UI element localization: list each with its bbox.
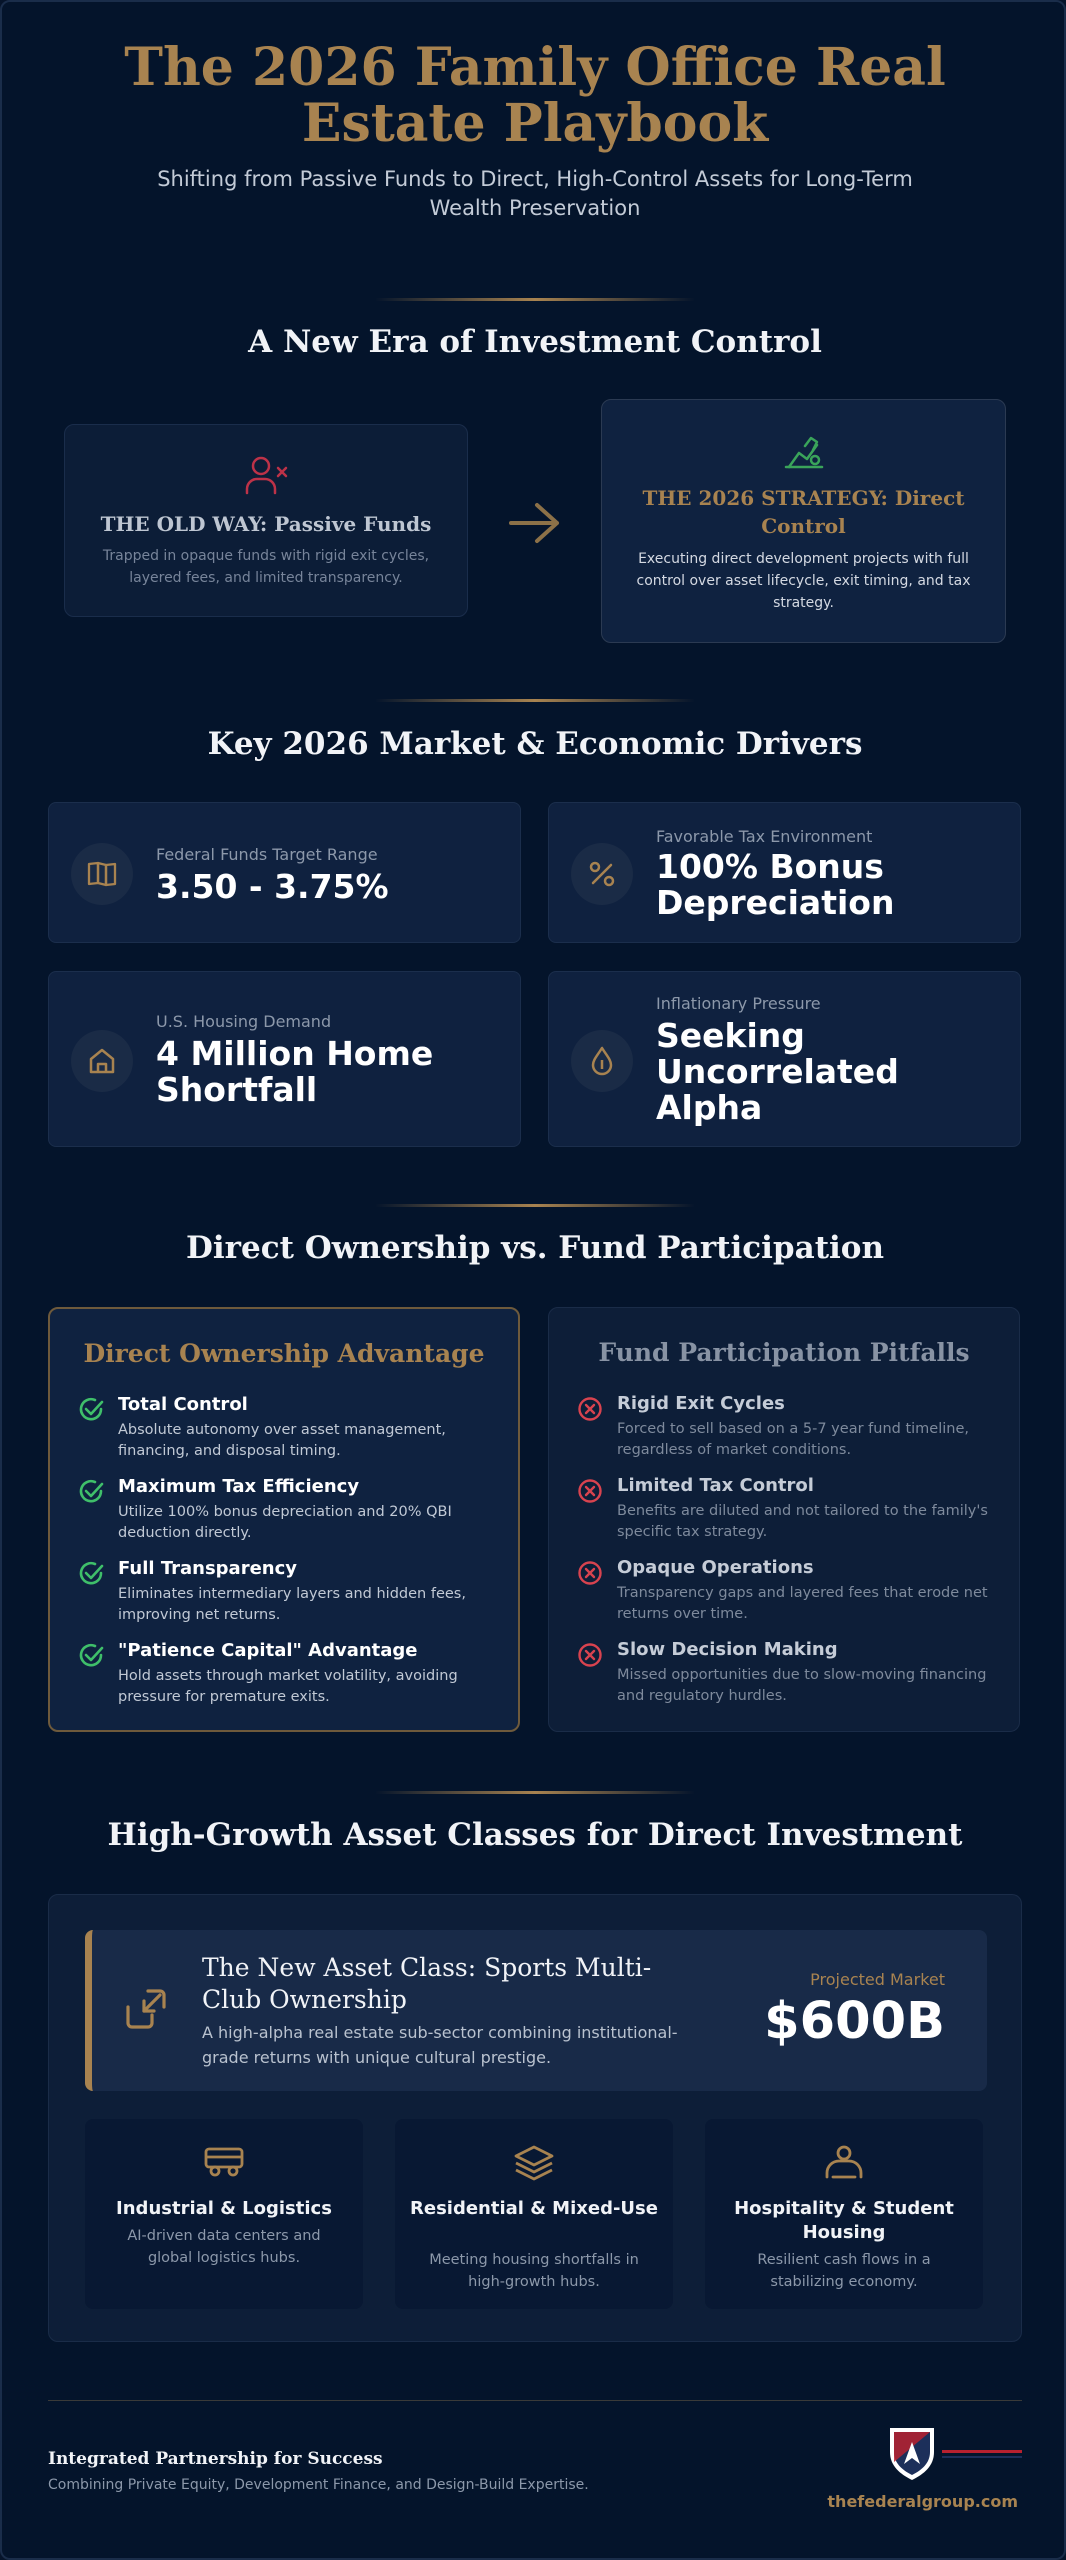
fund-participation-title: Fund Participation Pitfalls [598, 1338, 970, 1367]
section-divider [375, 298, 695, 301]
check-circle-icon [78, 1397, 104, 1427]
footer-subtitle: Combining Private Equity, Development Finance, and Design-Build Expertise. [48, 2477, 589, 2493]
layers-icon [513, 2144, 555, 2186]
arrow-down-left-box-icon [122, 1985, 170, 2037]
driver-label: Favorable Tax Environment [656, 827, 873, 846]
user-x-icon [244, 455, 288, 499]
driver-value: Seeking Uncorrelated Alpha [656, 1016, 899, 1127]
featured-asset-title: The New Asset Class: Sports Multi-Club Ownership [202, 1953, 652, 2014]
driver-label: Inflationary Pressure [656, 994, 821, 1013]
asset-class-card-industrial [85, 2119, 363, 2309]
pitfall-desc: Benefits are diluted and not tailored to the family's specific tax strategy. [617, 1503, 988, 1540]
projected-market-label: Projected Market [810, 1970, 945, 1989]
asset-classes-panel [48, 1894, 1022, 2342]
check-circle-icon [78, 1643, 104, 1673]
book-icon [71, 843, 133, 905]
pitfall-desc: Forced to sell based on a 5-7 year fund timeline, regardless of market conditions. [617, 1421, 969, 1458]
construction-icon [783, 434, 825, 474]
arrow-right-icon [507, 501, 563, 549]
advantage-desc: Utilize 100% bonus depreciation and 20% QBI deduction directly. [118, 1504, 452, 1541]
check-circle-icon [78, 1561, 104, 1591]
asset-class-card-residential [395, 2119, 673, 2309]
footer-website-link[interactable]: thefederalgroup.com [827, 2492, 1018, 2511]
pitfall-desc: Missed opportunities due to slow-moving financing and regulatory hurdles. [617, 1667, 987, 1704]
x-circle-icon [577, 1396, 603, 1426]
page-subtitle: Shifting from Passive Funds to Direct, High-Control Assets for Long-Term Wealth Preservation [157, 167, 913, 220]
direct-ownership-card [48, 1307, 520, 1732]
featured-asset-desc: A high-alpha real estate sub-sector combining institutional-grade returns with unique cultural prestige. [202, 2023, 678, 2067]
advantage-desc: Absolute autonomy over asset management, financing, and disposal timing. [118, 1422, 446, 1459]
advantage-title: "Patience Capital" Advantage [118, 1640, 418, 1661]
section-title-drivers: Key 2026 Market & Economic Drivers [207, 726, 863, 762]
pitfall-title: Slow Decision Making [617, 1639, 838, 1660]
truck-icon [203, 2144, 245, 2182]
new-strategy-card [601, 399, 1006, 643]
old-way-title: THE OLD WAY: Passive Funds [100, 512, 432, 536]
droplet-icon [571, 1030, 633, 1092]
check-circle-icon [78, 1479, 104, 1509]
asset-class-title: Industrial & Logistics [116, 2198, 332, 2219]
new-strategy-title: THE 2026 STRATEGY: Direct Control [642, 486, 965, 538]
page-title: The 2026 Family Office Real Estate Playbook [124, 37, 946, 154]
new-strategy-desc: Executing direct development projects with full control over asset lifecycle, exit timing, and tax strategy. [636, 551, 971, 611]
old-way-card [64, 424, 468, 617]
pitfall-title: Opaque Operations [617, 1557, 814, 1578]
advantage-title: Full Transparency [118, 1558, 298, 1579]
driver-value: 100% Bonus Depreciation [656, 847, 895, 922]
section-title-comparison: Direct Ownership vs. Fund Participation [186, 1230, 884, 1266]
section-title-era: A New Era of Investment Control [248, 324, 822, 360]
advantage-title: Maximum Tax Efficiency [118, 1476, 360, 1497]
driver-label: Federal Funds Target Range [156, 845, 378, 864]
pitfall-title: Limited Tax Control [617, 1475, 814, 1496]
asset-class-desc: Resilient cash flows in a stabilizing economy. [757, 2252, 931, 2290]
pitfall-desc: Transparency gaps and layered fees that erode net returns over time. [617, 1585, 988, 1622]
old-way-desc: Trapped in opaque funds with rigid exit cycles, layered fees, and limited transparency. [102, 548, 430, 586]
pitfall-title: Rigid Exit Cycles [617, 1393, 785, 1414]
asset-class-title: Hospitality & Student Housing [734, 2198, 954, 2243]
asset-class-card-hospitality [705, 2119, 983, 2309]
user-hanger-icon [823, 2144, 865, 2184]
driver-value: 3.50 - 3.75% [156, 867, 389, 906]
section-divider [375, 699, 695, 702]
asset-class-title: Residential & Mixed-Use [410, 2198, 658, 2219]
featured-asset-card [85, 1930, 987, 2091]
advantage-desc: Hold assets through market volatility, avoiding pressure for premature exits. [118, 1668, 458, 1705]
driver-card-fed-funds [48, 802, 521, 943]
driver-card-housing [48, 971, 521, 1147]
x-circle-icon [577, 1560, 603, 1590]
x-circle-icon [577, 1478, 603, 1508]
section-divider [375, 1791, 695, 1794]
asset-class-desc: AI-driven data centers and global logistics hubs. [127, 2228, 321, 2266]
driver-card-tax [548, 802, 1021, 943]
footer-title: Integrated Partnership for Success [48, 2449, 383, 2469]
direct-ownership-title: Direct Ownership Advantage [83, 1339, 485, 1368]
home-icon [71, 1030, 133, 1092]
driver-card-inflation [548, 971, 1021, 1147]
projected-market-value: $600B [764, 1992, 945, 2051]
x-circle-icon [577, 1642, 603, 1672]
section-title-assets: High-Growth Asset Classes for Direct Investment [107, 1817, 963, 1853]
federal-group-logo-icon[interactable] [888, 2424, 1028, 2488]
section-divider [375, 1204, 695, 1207]
percent-icon [571, 843, 633, 905]
fund-participation-card [548, 1307, 1020, 1732]
asset-class-desc: Meeting housing shortfalls in high-growth hubs. [429, 2252, 639, 2290]
driver-label: U.S. Housing Demand [156, 1012, 332, 1031]
footer-divider [48, 2400, 1022, 2401]
advantage-desc: Eliminates intermediary layers and hidden fees, improving net returns. [118, 1586, 466, 1623]
advantage-title: Total Control [118, 1394, 248, 1415]
driver-value: 4 Million Home Shortfall [156, 1034, 434, 1109]
